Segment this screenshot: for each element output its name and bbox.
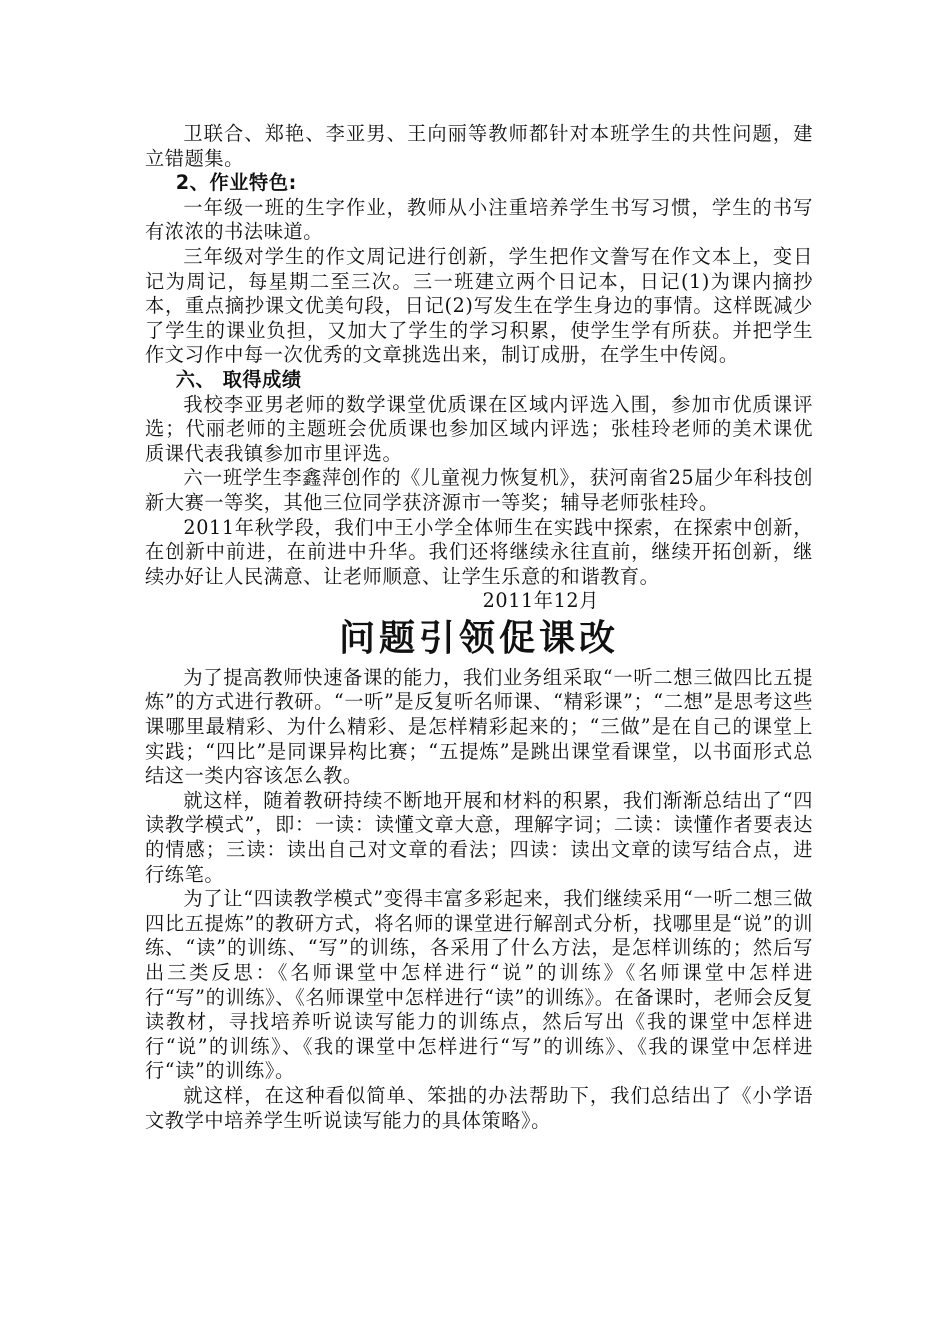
paragraph-research-method: 为了提高教师快速备课的能力，我们业务组采取“一听二想三做四比五提炼”的方式进行教研。“一听”是反复听名师课、“精彩课”；“二想”是思考这些课哪里最精彩、为什么精彩、是怎样精彩起来的；“三做”是在自己的课堂上实践；“四比”是同课异构比赛；“五提炼”是跳出课堂看课堂，以书面形式总结这一类内容该怎么教。 — [145, 665, 813, 788]
paragraph-summary: 2011年秋学段，我们中王小学全体师生在实践中探索，在探索中创新，在创新中前进，在前进中升华。我们还将继续永往直前，继续开拓创新，继续办好让人民满意、让老师顺意、让学生乐意的和谐教育。 — [145, 515, 813, 588]
article-title: 问题引领促课改 — [338, 617, 619, 659]
paragraph-analysis: 为了让“四读教学模式”变得丰富多彩起来，我们继续采用“一听二想三做四比五提炼”的教研方式，将名师的课堂进行解剖式分析，找哪里是“说”的训练、“读”的训练、“写”的训练，各采用了什么方法，是怎样训练的；然后写出三类反思：《名师课堂中怎样进行“说”的训练》《名师课堂中怎样进行“写”的训练》、《名师课堂中怎样进行“读”的训练》。在备课时，老师会反复读教材，寻找培养听说读写能力的训练点，然后写出《我的课堂中怎样进行“说”的训练》、《我的课堂中怎样进行“写”的训练》、《我的课堂中怎样进行“读”的训练》。 — [145, 887, 813, 1083]
paragraph-student-awards: 六一班学生李鑫萍创作的《儿童视力恢复机》，获河南省25届少年科技创新大赛一等奖，其他三位同学获济源市一等奖；辅导老师张桂玲。 — [145, 466, 813, 514]
section-heading-homework: 2、作业特色: — [175, 171, 297, 195]
paragraph-grade-one: 一年级一班的生字作业，教师从小注重培养学生书写习惯，学生的书写有浓浓的书法味道。 — [145, 195, 813, 244]
document-date: 2011年12月 — [482, 589, 599, 613]
document-page — [145, 122, 813, 1133]
paragraph-four-reads-model: 就这样，随着教研持续不断地开展和材料的积累，我们渐渐总结出了“四读教学模式”，即：一读：读懂文章大意，理解字词；二读：读懂作者要表达的情感；三读：读出自己对文章的看法；四读：读出文章的读写结合点，进行练笔。 — [145, 788, 813, 886]
section-heading-results: 六、 取得成绩 — [175, 367, 302, 391]
paragraph-grade-three: 三年级对学生的作文周记进行创新，学生把作文誊写在作文本上，变日记为周记，每星期二至三次。三一班建立两个日记本，日记(1)为课内摘抄本，重点摘抄课文优美句段，日记(2)写发生在学生身边的事情。这样既减少了学生的课业负担，又加大了学生的学习积累，使学生学有所获。并把学生作文习作中每一次优秀的文章挑选出来，制订成册，在学生中传阅。 — [145, 244, 813, 367]
paragraph-strategy: 就这样，在这种看似简单、笨拙的办法帮助下，我们总结出了《小学语文教学中培养学生听说读写能力的具体策略》。 — [145, 1083, 813, 1132]
paragraph-error-collection: 卫联合、郑艳、李亚男、王向丽等教师都针对本班学生的共性问题，建立错题集。 — [145, 122, 813, 170]
paragraph-teacher-awards: 我校李亚男老师的数学课堂优质课在区域内评选入围，参加市优质课评选；代丽老师的主题班会优质课也参加区域内评选；张桂玲老师的美术课优质课代表我镇参加市里评选。 — [145, 392, 813, 465]
